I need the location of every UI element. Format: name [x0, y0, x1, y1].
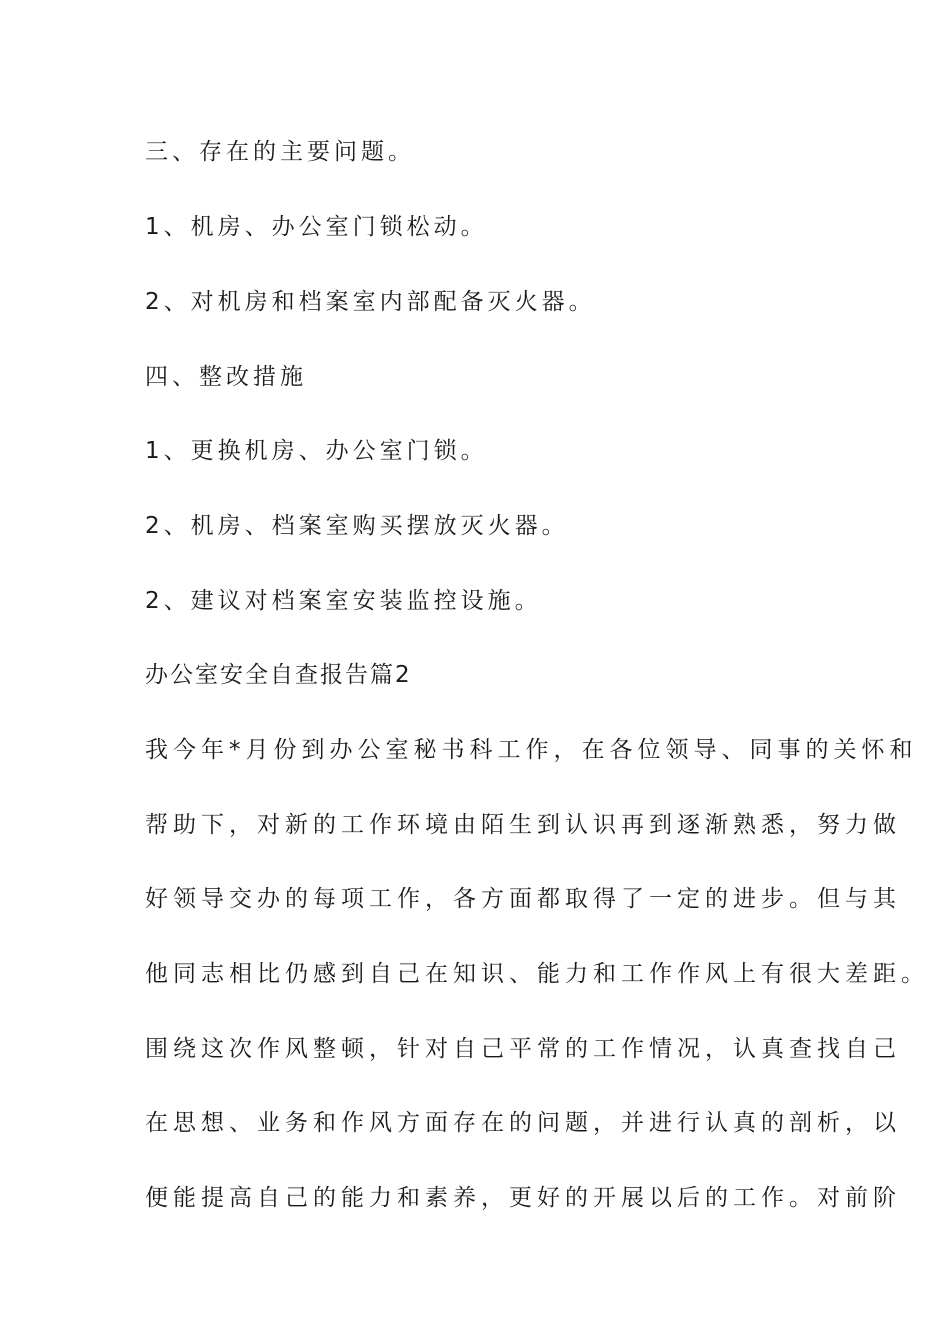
paragraph-line-1: 我今年*月份到办公室秘书科工作，在各位领导、同事的关怀和 [145, 737, 918, 763]
paragraph-line-4: 他同志相比仍感到自己在知识、能力和工作作风上有很大差距。 [145, 961, 929, 987]
measure-item-1: 1、更换机房、办公室门锁。 [145, 438, 488, 464]
paragraph-line-3: 好领导交办的每项工作，各方面都取得了一定的进步。但与其 [145, 886, 901, 912]
problem-item-2: 2、对机房和档案室内部配备灭火器。 [145, 289, 596, 315]
problem-item-1: 1、机房、办公室门锁松动。 [145, 214, 488, 240]
paragraph-line-7: 便能提高自己的能力和素养，更好的开展以后的工作。对前阶 [145, 1185, 901, 1211]
report-title: 办公室安全自查报告篇2 [145, 662, 412, 688]
paragraph-line-5: 围绕这次作风整顿，针对自己平常的工作情况，认真查找自己 [145, 1036, 901, 1062]
section-heading-measures: 四、整改措施 [145, 364, 307, 390]
section-heading-problems: 三、存在的主要问题。 [145, 139, 415, 165]
measure-item-2: 2、机房、档案室购买摆放灭火器。 [145, 513, 569, 539]
paragraph-line-2: 帮助下，对新的工作环境由陌生到认识再到逐渐熟悉，努力做 [145, 812, 901, 838]
paragraph-line-6: 在思想、业务和作风方面存在的问题，并进行认真的剖析，以 [145, 1110, 901, 1136]
measure-item-3: 2、建议对档案室安装监控设施。 [145, 588, 542, 614]
